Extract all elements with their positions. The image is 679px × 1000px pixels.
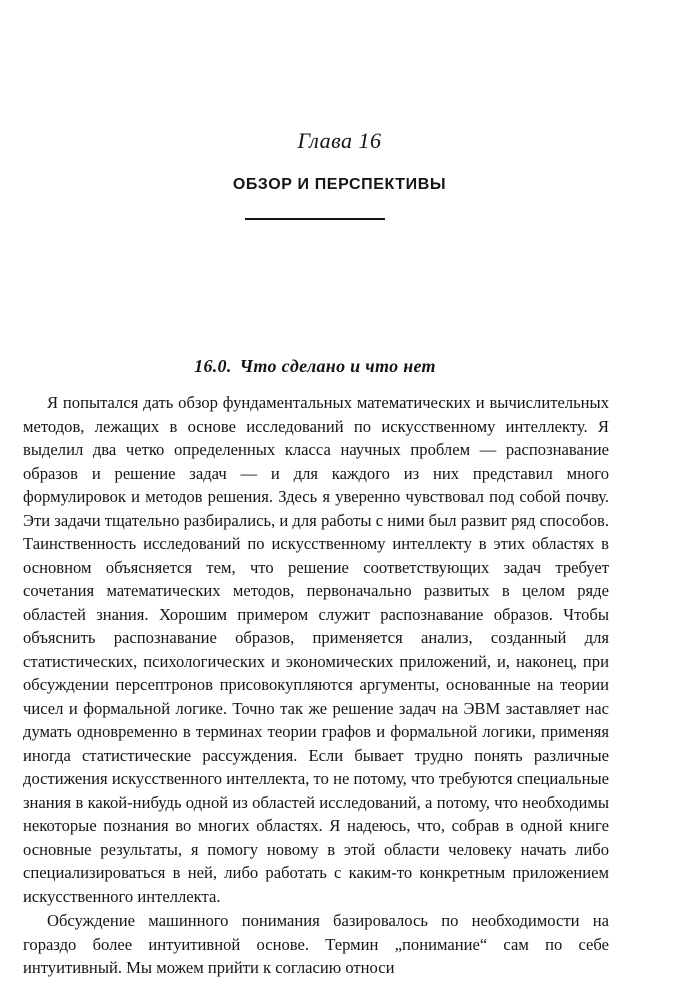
section-title: Что сделано и что нет <box>239 356 436 376</box>
chapter-title: ОБЗОР И ПЕРСПЕКТИВЫ <box>232 176 447 193</box>
section-heading <box>0 356 630 377</box>
body-paragraph: Обсуждение машинного понимания базировалось по необходимости на гораздо более интуитивной основе. Термин „понимание“ сам по себе интуитивный. Мы можем прийти к согласию относи <box>23 911 609 977</box>
chapter-divider <box>245 218 385 220</box>
body-paragraph: Я попытался дать обзор фундаментальных математических и вычислительных методов, лежащих в основе исследований по искусственному интеллекту. Я выделил два четко определенных класса научных проблем — распознавание образов и решение задач — и для каждого из них представил много формулировок и методов решения. Здесь я уверенно чувствовал под собой почву. Эти задачи тщательно разбирались, и для работы с ними был развит ряд способов. Таинственность исследований по искусственному интеллекту в этих областях в основном объясняется тем, что решение соответствующих задач требует сочетания математических методов, первоначально развитых в целом ряде областей знания. Хорошим примером служит распознавание образов. Чтобы объяснить распознавание образов, применяется анализ, созданный для статистических, психологических и экономических приложений, и, наконец, при обсуждении персептронов присовокупляются аргументы, основанные на теории чисел и формальной логике. Точно так же решение задач на ЭВМ заставляет нас думать одновременно в терминах теории графов и формальной логики, применяя иногда статистические рассуждения. Если бывает трудно понять различные достижения искусственного интеллекта, то не потому, что требуются специальные знания в какой-нибудь одной из областей исследований, а потому, что необходимы некоторые познания во многих областях. Я надеюсь, что, собрав в одной книге основные результаты, я помогу новому в этой области человеку начать либо специализироваться в ней, либо работать с каким-то конкретным приложением искусственного интеллекта. <box>23 393 609 906</box>
section-number: 16.0. <box>194 356 232 376</box>
chapter-label: Глава 16 <box>297 128 382 153</box>
